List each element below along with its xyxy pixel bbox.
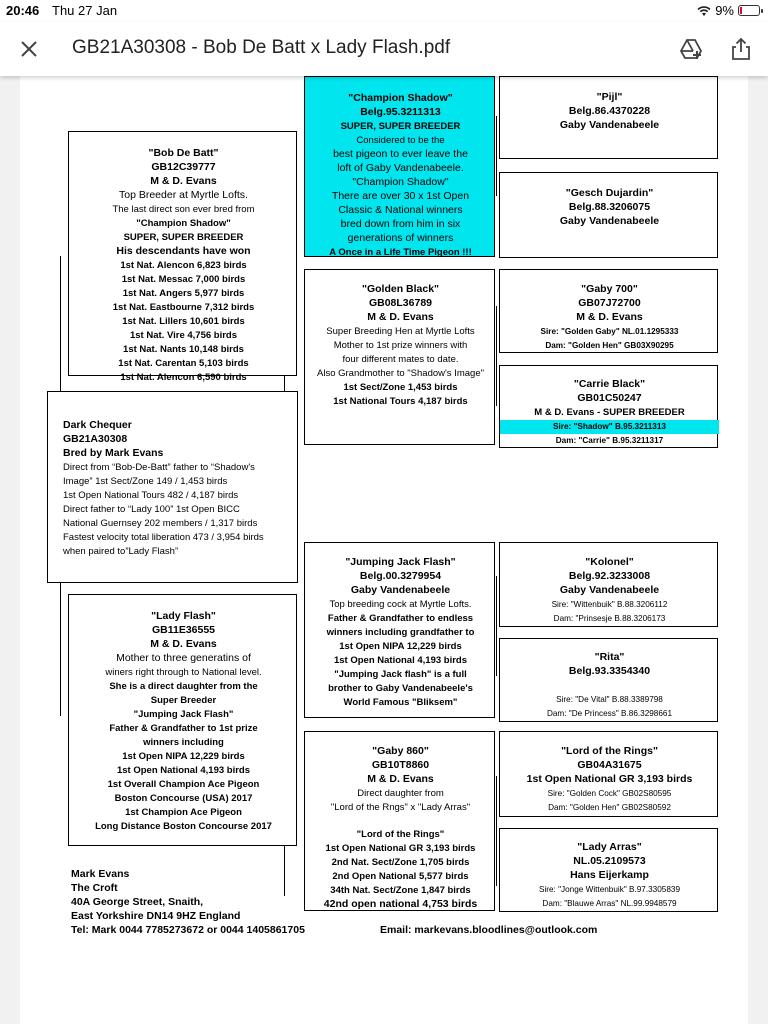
- dam-note: winners including: [143, 737, 224, 748]
- pdf-page: [20, 76, 748, 1024]
- card-breeder: M & D. Evans - SUPER BREEDER: [534, 407, 685, 418]
- subject-note: Direct father to “Lady 100” 1st Open BICC: [63, 504, 240, 515]
- sire-note: SUPER, SUPER BREEDER: [123, 232, 244, 243]
- battery-percent: 9%: [715, 3, 734, 18]
- sire-ring: GB12C39777: [151, 161, 216, 173]
- sire-result: 1st Nat. Lillers 10,601 birds: [122, 316, 245, 327]
- card-name: "Rita": [594, 651, 625, 663]
- status-time: 20:46: [6, 3, 40, 18]
- card-note: "Jumping Jack flash" is a full: [334, 669, 467, 680]
- dam-name: "Lady Flash": [151, 610, 216, 622]
- dam-result: 1st Champion Ace Pigeon: [125, 807, 242, 818]
- card-note: SUPER, SUPER BREEDER: [340, 121, 461, 132]
- card-breeder: Gaby Vandenabeele: [559, 119, 660, 131]
- card-name: "Gaby 700": [581, 283, 638, 295]
- card-ring: Belg.92.3233008: [568, 570, 651, 582]
- card-note: Considered to be the: [356, 135, 445, 146]
- close-icon[interactable]: [18, 38, 40, 60]
- sire-name: "Bob De Batt": [148, 147, 219, 159]
- card-note: Also Grandmother to "Shadow's Image": [317, 368, 484, 379]
- card-note: Father & Grandfather to endless: [327, 613, 474, 624]
- card-breeder: Gaby Vandenabeele: [559, 584, 660, 596]
- lord-of-the-rings-card: [499, 731, 718, 817]
- card-note: 1st Open National 4,193 birds: [333, 655, 468, 666]
- card-breeder: M & D. Evans: [576, 311, 643, 323]
- sire-result: 1st Nat. Alencon 6,823 birds: [120, 260, 247, 271]
- card-note: World Famous "Bliksem": [343, 697, 458, 708]
- sire-card: [68, 131, 297, 383]
- dam-result: Long Distance Boston Concourse 2017: [95, 821, 272, 832]
- dam-result: 1st Open NIPA 12,229 birds: [122, 751, 245, 762]
- dam-result: Boston Concourse (USA) 2017: [114, 793, 253, 804]
- card-ring: Belg.00.3279954: [359, 570, 442, 582]
- card-note: loft of Gaby Vandenabeele.: [337, 162, 464, 174]
- lady-arras-card: [499, 828, 718, 912]
- card-note: winners including grandfather to: [326, 627, 475, 638]
- connector-line: [496, 116, 497, 196]
- card-ring: GB07J72700: [578, 297, 641, 309]
- card-sire: Sire: "Jonge Wittenbuik" B.97.3305839: [539, 885, 680, 894]
- sire-result: 1st Nat. Vire 4,756 birds: [129, 330, 238, 341]
- card-ring: GB04A31675: [577, 759, 642, 771]
- sire-result: 1st Nat. Carentan 5,103 birds: [118, 358, 249, 369]
- footer-address: 40A George Street, Snaith,: [71, 896, 204, 908]
- card-note: Top breeding cock at Myrtle Lofts.: [329, 599, 472, 610]
- card-dam: Dam: "Golden Hen" GB02S80592: [548, 803, 671, 812]
- card-note: 1st Open NIPA 12,229 birds: [339, 641, 462, 652]
- card-breeder: Gaby Vandenabeele: [559, 215, 660, 227]
- battery-icon: [738, 5, 760, 16]
- card-note: 1st Sect/Zone 1,453 birds: [343, 382, 458, 393]
- card-name: "Jumping Jack Flash": [345, 556, 456, 568]
- card-note: There are over 30 x 1st Open: [331, 190, 470, 202]
- dam-note: Father & Grandfather to 1st prize: [109, 723, 258, 734]
- gaby-860-card: [304, 731, 495, 911]
- dam-result: 1st Overall Champion Ace Pigeon: [107, 779, 260, 790]
- card-note: Direct daughter from: [357, 788, 444, 799]
- card-name: "Lady Arras": [577, 841, 642, 853]
- card-ring: GB10T8860: [371, 759, 430, 771]
- share-icon[interactable]: [728, 36, 754, 62]
- jumping-jack-flash-card: [304, 542, 495, 718]
- subject-card: [47, 391, 298, 583]
- card-name: "Golden Black": [361, 283, 440, 295]
- connector-line: [496, 776, 497, 886]
- gaby-700-card: [499, 269, 718, 353]
- card-note: A Once in a Life Time Pigeon !!!: [329, 247, 472, 258]
- footer-email[interactable]: Email: markevans.bloodlines@outlook.com: [380, 924, 598, 936]
- subject-note: National Guernsey 202 members / 1,317 birds: [63, 518, 258, 529]
- card-result: 1st Open National GR 3,193 birds: [526, 773, 693, 785]
- viewer-toolbar: [0, 22, 768, 76]
- sire-result: 1st Nat. Alencon 6,590 birds: [120, 372, 247, 383]
- subject-note: Image” 1st Sect/Zone 149 / 1,453 birds: [63, 476, 228, 487]
- card-ring: Belg.86.4370228: [568, 105, 651, 117]
- sire-result: 1st Nat. Nants 10,148 birds: [123, 344, 244, 355]
- dam-note: winers right through to National level.: [105, 667, 262, 678]
- subject-note: Fastest velocity total liberation 473 / 3,954 birds: [63, 532, 264, 543]
- subject-note: when paired to”Lady Flash”: [63, 546, 179, 557]
- sire-note: Top Breeder at Myrtle Lofts.: [119, 189, 248, 201]
- dam-result: 1st Open National 4,193 birds: [116, 765, 251, 776]
- champion-shadow-card: [304, 76, 495, 257]
- sire-result: 1st Nat. Eastbourne 7,312 birds: [112, 302, 255, 313]
- footer-address: The Croft: [71, 882, 118, 894]
- dam-note: Mother to three generatins of: [116, 652, 251, 664]
- dam-note: "Jumping Jack Flash": [133, 709, 234, 720]
- card-note: brother to Gaby Vandenabeele's: [328, 683, 473, 694]
- card-breeder: Hans Eijerkamp: [570, 869, 649, 881]
- add-to-drive-icon[interactable]: [678, 36, 704, 62]
- sire-result: 1st Nat. Angers 5,977 birds: [122, 288, 245, 299]
- subject-breeder: Bred by Mark Evans: [63, 447, 164, 459]
- card-note: Mother to 1st prize winners with: [333, 340, 468, 351]
- card-note: Super Breeding Hen at Myrtle Lofts: [326, 326, 475, 337]
- pijl-card: [499, 76, 718, 159]
- card-note: 42nd open national 4,753 birds: [323, 898, 478, 910]
- card-dam: Dam: "Carrie" B.95.3211317: [555, 436, 664, 445]
- kolonel-card: [499, 542, 718, 627]
- document-title: GB21A30308 - Bob De Batt x Lady Flash.pdf: [72, 37, 451, 58]
- card-note: 1st Open National GR 3,193 birds: [325, 843, 476, 854]
- footer-address: East Yorkshire DN14 9HZ England: [71, 910, 241, 922]
- wifi-icon: [697, 5, 711, 17]
- card-ring: Belg.88.3206075: [568, 201, 651, 213]
- battery-level: [740, 7, 742, 14]
- rita-card: [499, 638, 718, 722]
- golden-black-card: [304, 269, 495, 445]
- card-name: "Lord of the Rings": [561, 745, 658, 757]
- dam-card: [68, 594, 297, 846]
- subject-note: 1st Open National Tours 482 / 4,187 birds: [63, 490, 239, 501]
- card-ring: GB01C50247: [577, 392, 642, 404]
- card-name: "Pijl": [596, 91, 623, 103]
- card-name: "Gaby 860": [372, 745, 429, 757]
- card-sire: Sire: "Shadow" B.95.3211313: [500, 420, 719, 434]
- card-name: "Gesch Dujardin": [565, 187, 654, 199]
- sire-note: The last direct son ever bred from: [112, 204, 255, 215]
- card-ring: Belg.93.3354340: [568, 665, 651, 677]
- card-breeder: Gaby Vandenabeele: [350, 584, 451, 596]
- card-sire: Sire: "Wittenbuik" B.88.3206112: [551, 600, 668, 609]
- dam-note: Super Breeder: [150, 695, 217, 706]
- card-note: "Lord of the Rings": [356, 829, 445, 840]
- sire-result: 1st Nat. Messac 7,000 birds: [121, 274, 246, 285]
- card-dam: Dam: "Blauwe Arras" NL.99.9948579: [542, 899, 677, 908]
- sire-breeder: M & D. Evans: [150, 175, 217, 187]
- card-note: best pigeon to ever leave the: [333, 148, 468, 160]
- connector-line: [496, 306, 497, 406]
- card-dam: Dam: "Golden Hen" GB03X90295: [545, 341, 674, 350]
- card-note: 2nd Open National 5,577 birds: [332, 871, 469, 882]
- sire-note: "Champion Shadow": [136, 218, 231, 229]
- subject-note: Direct from “Bob-De-Batt” father to “Shadow's: [63, 462, 255, 473]
- subject-color: Dark Chequer: [63, 419, 132, 431]
- card-note: 34th Nat. Sect/Zone 1,847 birds: [330, 885, 471, 896]
- sire-note: His descendants have won: [116, 245, 251, 257]
- card-name: "Carrie Black": [573, 378, 646, 390]
- card-sire: Sire: "De Vital" B.88.3389798: [556, 695, 663, 704]
- card-sire: Sire: "Golden Cock" GB02S80595: [547, 789, 672, 798]
- card-note: "Champion Shadow": [352, 176, 449, 188]
- card-breeder: M & D. Evans: [367, 773, 434, 785]
- footer-name: Mark Evans: [71, 868, 130, 880]
- status-date: Thu 27 Jan: [52, 3, 118, 18]
- card-note: generations of winners: [347, 232, 454, 244]
- card-note: "Lord of the Rngs" x "Lady Arras": [330, 802, 471, 813]
- footer-phone: Tel: Mark 0044 7785273672 or 0044 1405861705: [71, 924, 305, 936]
- card-dam: Dam: "Prinsesje B.88.3206173: [553, 614, 666, 623]
- card-note: 2nd Nat. Sect/Zone 1,705 birds: [331, 857, 470, 868]
- card-note: four different mates to date.: [342, 354, 459, 365]
- card-note: bred down from him in six: [340, 218, 461, 230]
- card-ring: Belg.95.3211313: [360, 106, 441, 118]
- carrie-black-card: [499, 365, 718, 448]
- card-sire: Sire: "Golden Gaby" NL.01.1295333: [540, 327, 679, 336]
- dam-note: She is a direct daughter from the: [109, 681, 258, 692]
- card-note: Classic & National winners: [338, 204, 463, 216]
- card-dam: Dam: "De Princess" B.86.3298661: [546, 709, 673, 718]
- gesch-dujardin-card: [499, 172, 718, 258]
- status-bar: [0, 0, 768, 22]
- subject-ring: GB21A30308: [63, 433, 128, 445]
- card-name: "Champion Shadow": [348, 92, 453, 104]
- card-name: "Kolonel": [585, 556, 634, 568]
- dam-ring: GB11E36555: [151, 624, 216, 636]
- connector-line: [496, 576, 497, 676]
- card-breeder: M & D. Evans: [367, 311, 434, 323]
- card-ring: NL.05.2109573: [573, 855, 646, 867]
- dam-breeder: M & D. Evans: [150, 638, 217, 650]
- card-ring: GB08L36789: [368, 297, 433, 309]
- card-note: 1st National Tours 4,187 birds: [333, 396, 468, 407]
- status-right: [697, 3, 760, 18]
